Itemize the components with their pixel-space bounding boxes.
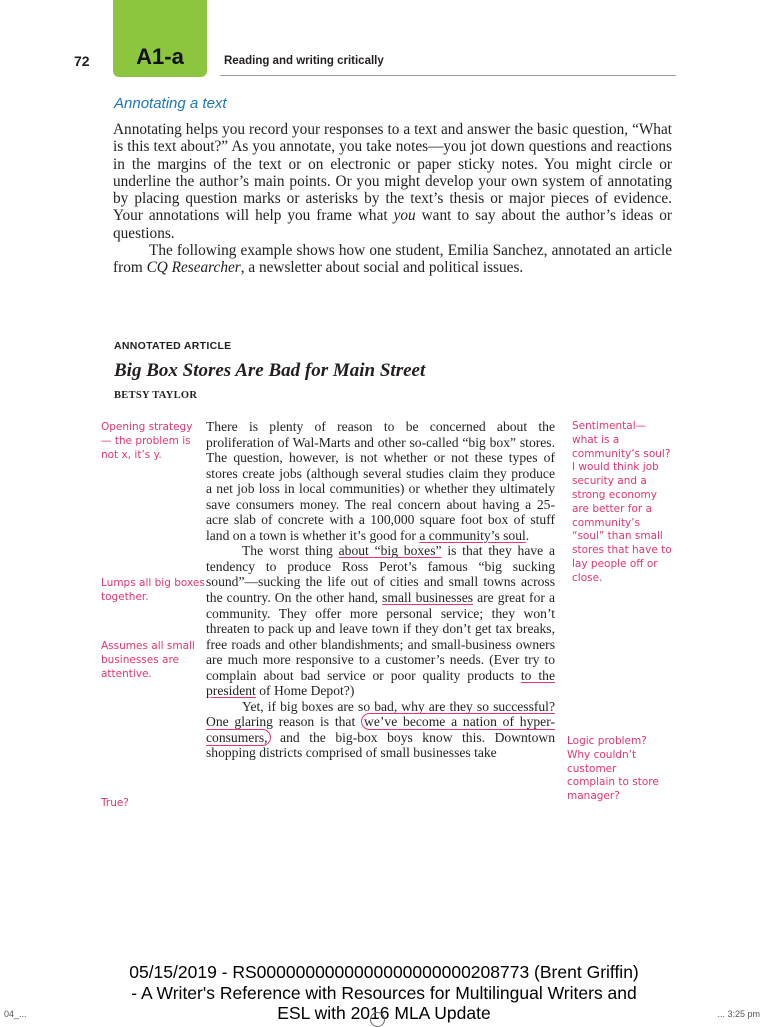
article-label: ANNOTATED ARTICLE: [114, 340, 232, 352]
download-stamp: [0, 962, 768, 1024]
article-paragraph-2: [206, 543, 555, 698]
annotation-opening: Opening strategy— the problem is not x, it’s y.: [101, 421, 193, 461]
stamp-line-1: 05/15/2019 - RS0000000000000000000000208773 (Brent Griffin): [129, 962, 639, 982]
article-author: BETSY TAYLOR: [114, 390, 198, 401]
annotation-true: True?: [101, 797, 129, 809]
annotation-assumes: Assumes all small businesses are attentive.: [101, 640, 195, 680]
article-paragraph-1: [206, 419, 555, 543]
registration-mark-icon: [370, 1012, 385, 1027]
page-number: 72: [74, 53, 90, 69]
article-p2-text: The worst thing: [242, 543, 339, 559]
running-head: Reading and writing critically: [224, 55, 384, 67]
underlined-phrase: to the president: [206, 667, 555, 699]
annotation-lumps: Lumps all big boxes together.: [101, 577, 205, 603]
article-p2-text-mid2: are great for a community. They offer more personal service; they won’t threaten to pack up and leave town if they don’t get tax breaks, free roads and other blandishments; and small-business owners are much more responsive to a customer’s needs. (Ever try to complain about bad service or poor quality products: [206, 590, 555, 683]
article-p2-text-mid: is that they have a tendency to produce Ross Perot’s famous “big sucking sound”—sucking the life out of cities and small towns across the country. On the other hand,: [206, 543, 555, 606]
intro-p1-emphasis: you: [393, 207, 416, 225]
section-title: Annotating a text: [114, 95, 227, 112]
annotation-sentimental: Sentimental— what is a community’s soul? I would think job security and a strong economy are better for a community’s “soul” than small stores that have to lay people off or close.: [572, 420, 672, 584]
underlined-phrase: about “big boxes”: [338, 543, 442, 559]
intro-p1-text-end: want to say about the author’s ideas or questions.: [113, 207, 672, 242]
article-p1-end: .: [525, 527, 530, 543]
article-title: Big Box Stores Are Bad for Main Street: [114, 360, 426, 381]
intro-paragraph-2: [113, 242, 672, 277]
chapter-tab: [113, 0, 207, 77]
stamp-line-3: ESL with 2016 MLA Update: [277, 1003, 491, 1023]
underlined-phrase: small businesses: [382, 590, 474, 606]
circled-phrase: we’ve become a nation of hyper-consumers,: [206, 714, 555, 745]
intro-p2-publication: CQ Researcher: [146, 259, 241, 277]
intro-text: [113, 121, 672, 277]
header-rule: [220, 75, 676, 76]
intro-paragraph-1: [113, 121, 672, 242]
intro-p1-text: Annotating helps you record your responses to a text and answer the basic question, “What is this text about?” As you annotate, you take notes—you jot down questions and reactions in the margins of the text or on electronic or paper sticky notes. You might circle or underline the author’s main points. Or you might develop your own system of annotating by placing question marks or asterisks by the text’s thesis or major pieces of evidence. Your annotations will help you frame what: [113, 121, 672, 225]
article-p2-end: of Home Depot?): [255, 683, 355, 699]
print-slug-right: ... 3:25 pm: [717, 1009, 760, 1019]
stamp-line-2: - A Writer's Reference with Resources for Multilingual Writers and: [131, 982, 637, 1003]
annotation-logic: Logic problem? Why couldn’t customer complain to store manager?: [567, 735, 659, 803]
chapter-tab-label: A1-a: [136, 44, 184, 69]
print-slug-left: 04_...: [4, 1009, 27, 1019]
article-paragraph-3: [206, 699, 555, 761]
article-p3-end: and the big-box boys know this. Downtown shopping districts comprised of small businesses take: [206, 729, 555, 761]
article-p1-text: There is plenty of reason to be concerned about the proliferation of Wal-Marts and other so-called “big box” stores. The question, however, is not whether or not these types of stores create jobs (although several studies claim they produce a net job loss in local communities) or whether they ultimately save consumers money. The real concern about having a 25-acre slab of concrete with a 100,000 square foot box of stuff land on a town is whether it’s good for: [206, 419, 555, 543]
article-body: [206, 419, 555, 843]
article-p3-text: Yet, if big boxes are so bad, why are they so successful? One glaring reason is that: [206, 698, 555, 730]
intro-p2-text: The following example shows how one student, Emilia Sanchez, annotated an article from: [113, 242, 672, 277]
intro-p2-text-end: , a newsletter about social and political issues.: [240, 259, 524, 277]
underlined-phrase: a community’s soul: [419, 527, 526, 543]
